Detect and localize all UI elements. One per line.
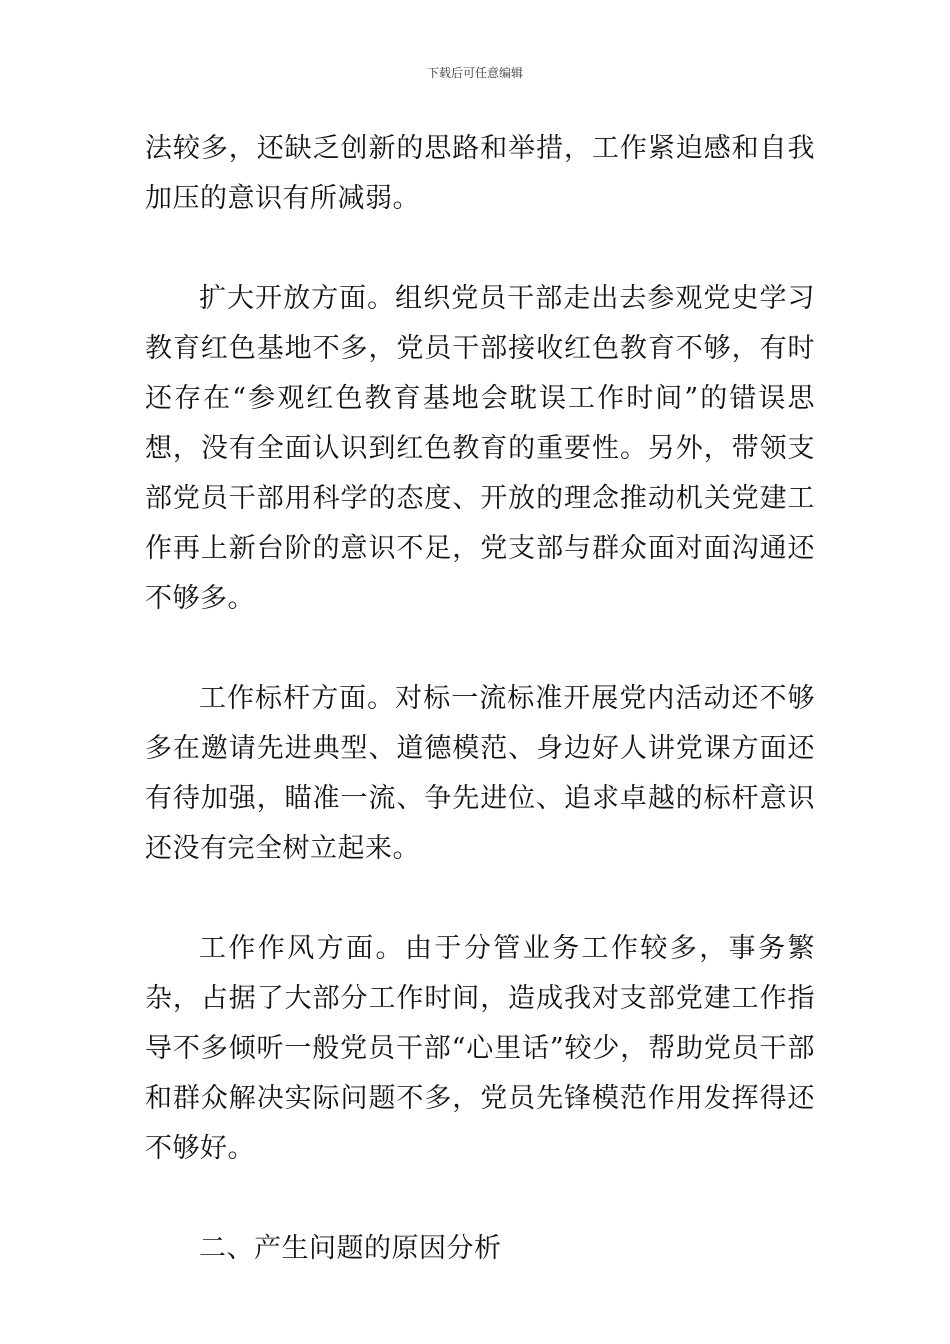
paragraph-continuation: 法较多，还缺乏创新的思路和举措，工作紧迫感和自我加压的意识有所减弱。	[145, 133, 815, 214]
paragraph-spacer	[145, 224, 815, 274]
paragraph-spacer	[145, 874, 815, 924]
paragraph-benchmark: 工作标杆方面。对标一流标准开展党内活动还不够多在邀请先进典型、道德模范、身边好人讲党课方面还有待加强，瞄准一流、争先进位、追求卓越的标杆意识还没有完全树立起来。	[145, 683, 815, 864]
paragraph-opening-up: 扩大开放方面。组织党员干部走出去参观党史学习教育红色基地不多，党员干部接收红色教育不够，有时还存在“参观红色教育基地会耽误工作时间”的错误思想，没有全面认识到红色教育的重要性。另外，带领支部党员干部用科学的态度、开放的理念推动机关党建工作再上新台阶的意识不足，党支部与群众面对面沟通还不够多。	[145, 283, 815, 614]
paragraph-work-style: 工作作风方面。由于分管业务工作较多，事务繁杂，占据了大部分工作时间，造成我对支部党建工作指导不多倾听一般党员干部“心里话”较少，帮助党员干部和群众解决实际问题不多，党员先锋模范作用发挥得还不够好。	[145, 933, 815, 1164]
paragraph-spacer	[145, 1174, 815, 1224]
document-body	[145, 124, 815, 1274]
paragraph-spacer	[145, 624, 815, 674]
section-heading: 二、产生问题的原因分析	[199, 1233, 502, 1264]
page-header-note: 下载后可任意编辑	[426, 66, 523, 80]
